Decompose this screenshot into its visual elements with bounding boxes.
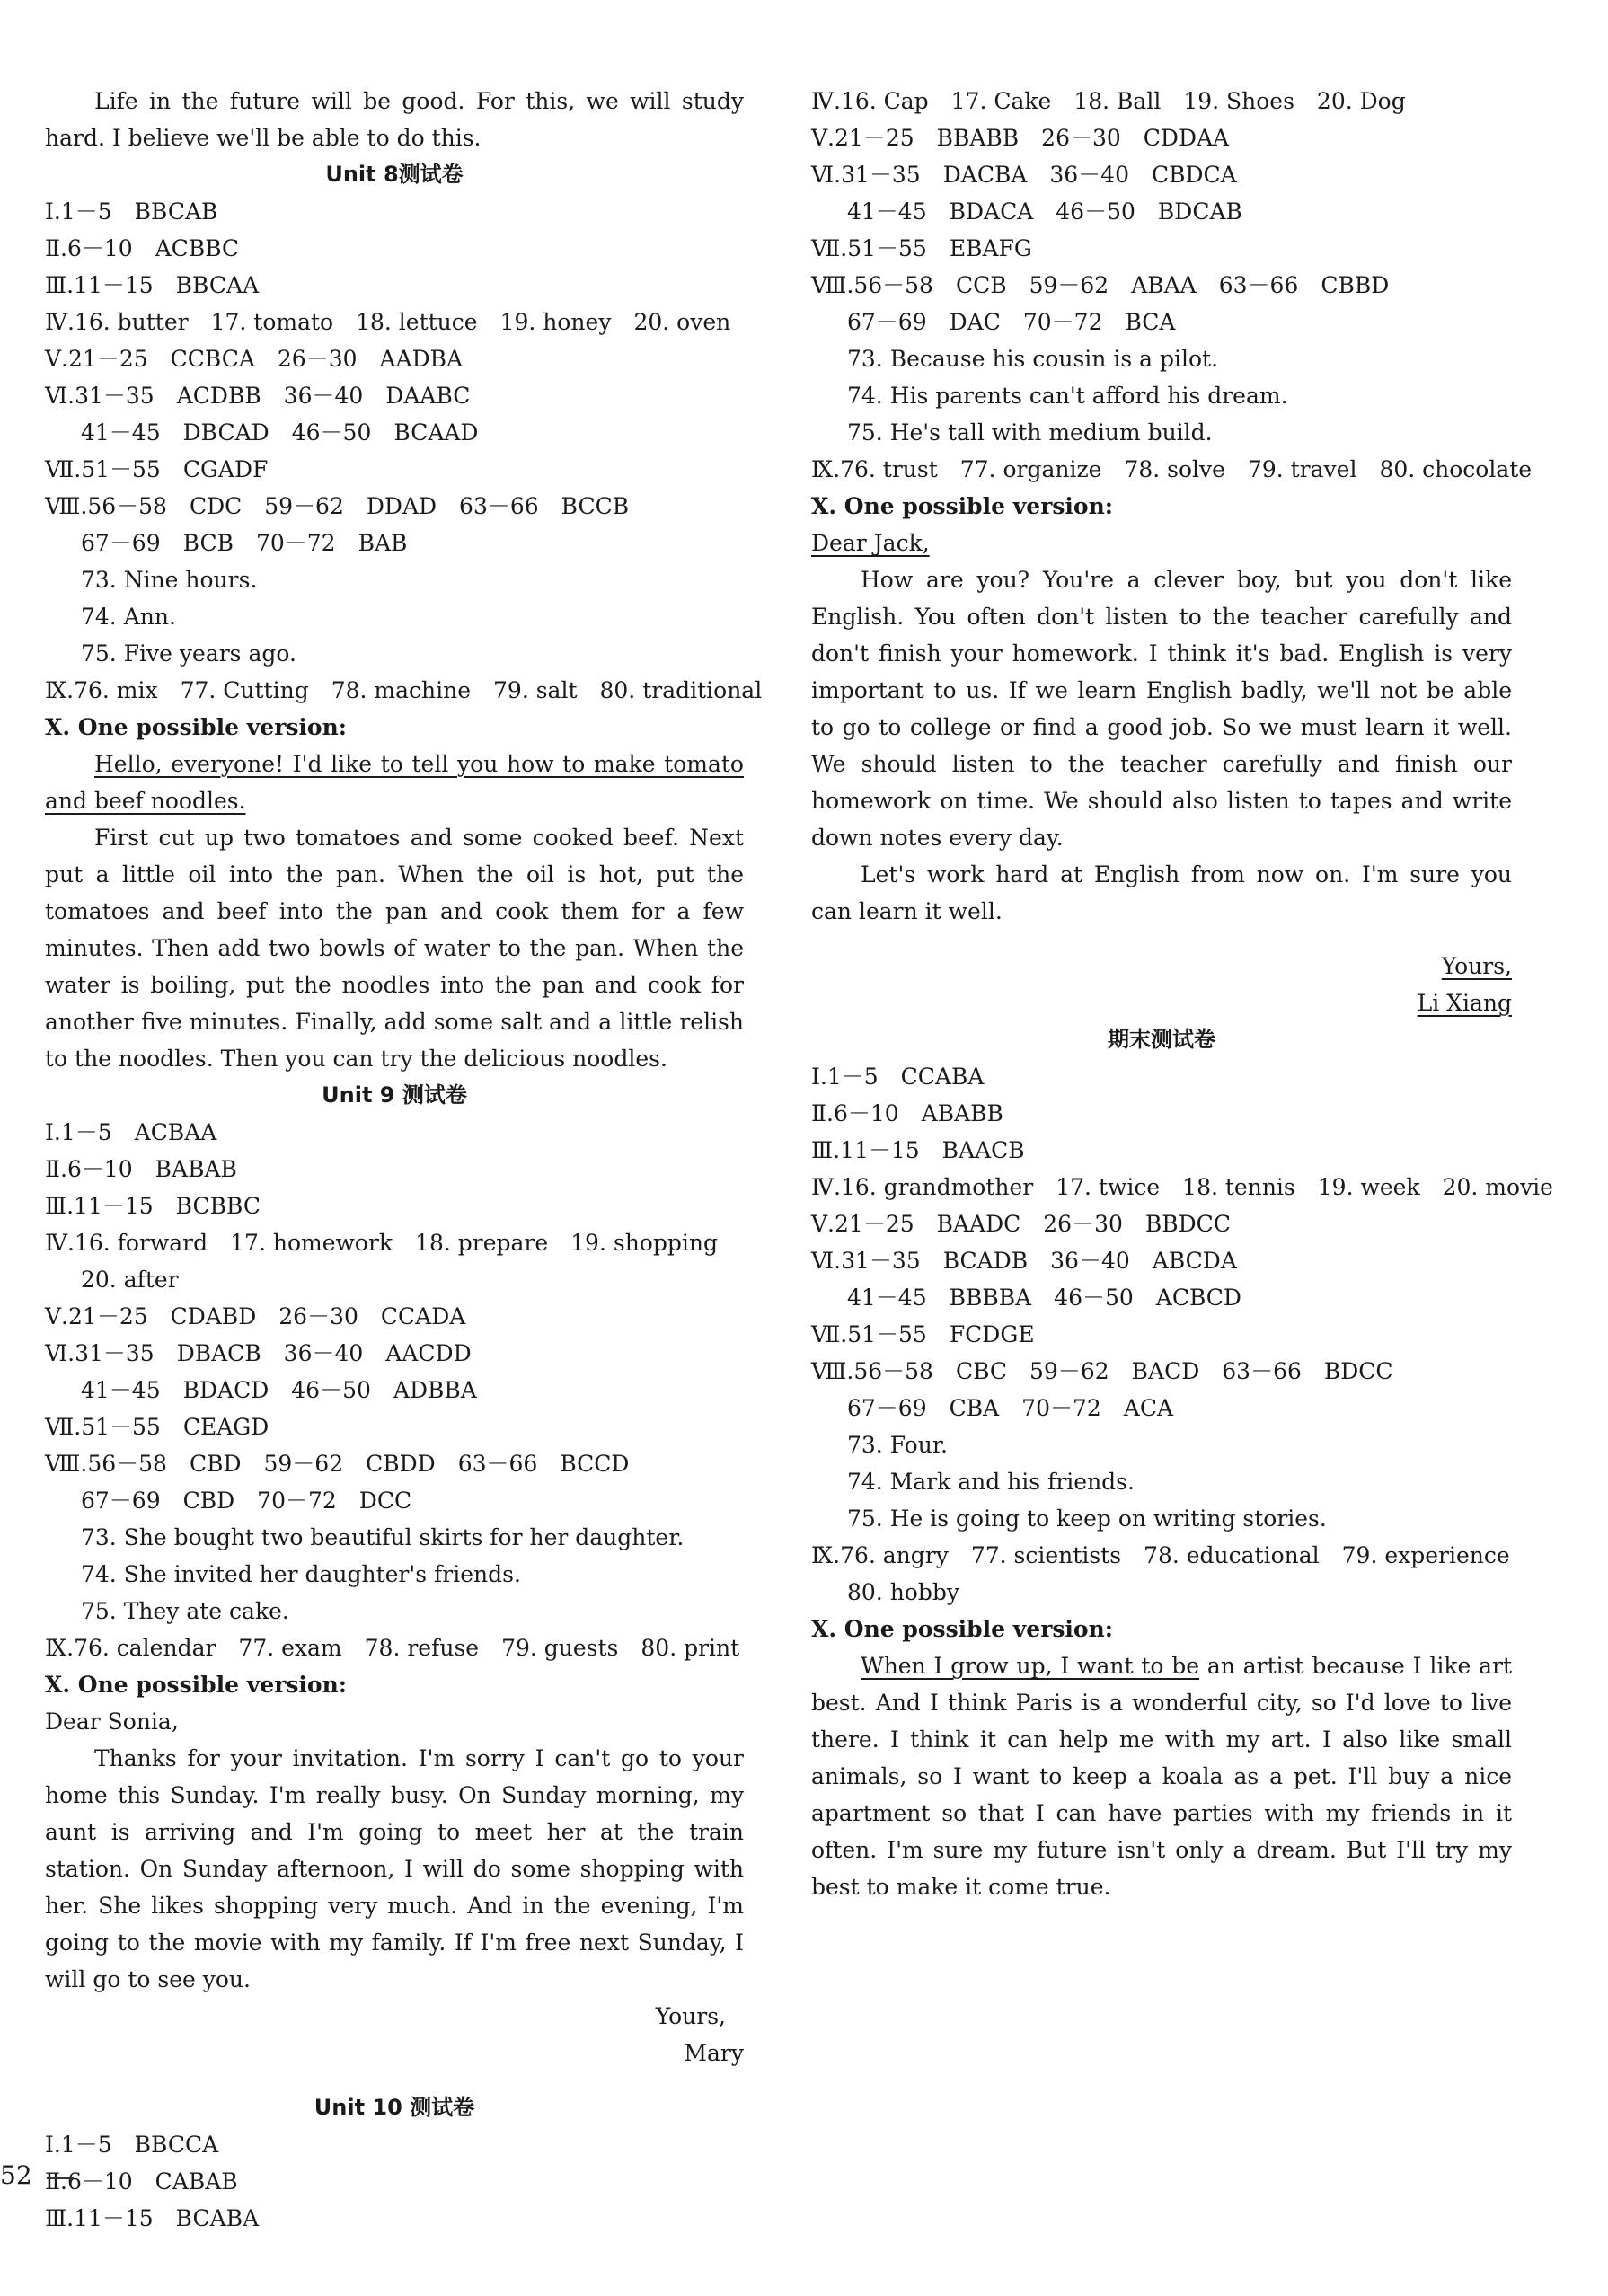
letter-body: Thanks for your invitation. I'm sorry I can't go to your home this Sunday. I'm really busy. On Sunday morning, my aunt is arriving and I'm going to meet her at the train station. On Sunday afternoon, I will do some shopping with her. She likes shopping very much. And in the evening, I'm going to the movie with my family. If I'm free next Sunday, I will go to see you. — [45, 1745, 744, 1992]
essay-intro — [45, 746, 744, 819]
answer-line: Ⅶ.51－55 EBAFG — [811, 235, 1032, 261]
intro-paragraph: Life in the future will be good. For this, we will study hard. I believe we'll be able to do this. — [45, 88, 744, 151]
answer-line: 67－69 CBD 70－72 DCC — [81, 1488, 412, 1514]
version-label: Ⅹ. One possible version: — [45, 1672, 348, 1698]
letter-body: How are you? You're a clever boy, but you don't like English. You often don't listen to the teacher carefully and don't finish your homework. I think it's bad. English is very important to us. If we learn English badly, we'll not be able to go to college or find a good job. So we must learn it well. We should listen to the teacher carefully and finish our homework on time. We should also listen to tapes and write down notes every day. — [811, 567, 1512, 851]
page-number: 52 — [0, 2160, 32, 2190]
answer-line: Ⅲ.11－15 BCBBC — [45, 1193, 261, 1219]
left-column — [45, 83, 763, 2237]
version-label: Ⅹ. One possible version: — [811, 1616, 1114, 1642]
answer-line: 41－45 DBCAD 46－50 BCAAD — [81, 419, 479, 446]
letter-greeting: Dear Sonia, — [45, 1709, 179, 1735]
letter-greeting — [811, 525, 1512, 561]
answer-line: Ⅰ.1－5 CCABA — [811, 1064, 985, 1090]
answer-line: 74. His parents can't afford his dream. — [847, 383, 1288, 409]
answer-line: 67－69 BCB 70－72 BAB — [81, 530, 408, 556]
answer-line: Ⅱ.6－10 BABAB — [45, 1156, 237, 1182]
answer-line: 73. Because his cousin is a pilot. — [847, 346, 1219, 372]
page-number-dash — [47, 2177, 74, 2179]
answer-line: Ⅰ.1－5 BBCAB — [45, 199, 218, 225]
answer-line: 41－45 BDACD 46－50 ADBBA — [81, 1377, 477, 1403]
answer-line: Ⅴ.21－25 BAADC 26－30 BBDCC — [811, 1211, 1231, 1237]
letter-signature: Mary — [684, 2040, 744, 2066]
answer-line: Ⅵ.31－35 ACDBB 36－40 DAABC — [45, 383, 471, 409]
answer-line: Ⅴ.21－25 CDABD 26－30 CCADA — [45, 1303, 466, 1329]
answer-line: Ⅷ.56－58 CBD 59－62 CBDD 63－66 BCCD — [45, 1451, 630, 1477]
letter-closing: Yours, — [655, 2003, 726, 2029]
answer-line: Ⅳ.16. Cap 17. Cake 18. Ball 19. Shoes 20. Dog — [811, 88, 1406, 114]
final-exam-title: 期末测试卷 — [1108, 1027, 1215, 1052]
answer-line: Ⅷ.56－58 CBC 59－62 BACD 63－66 BDCC — [811, 1358, 1393, 1384]
answer-line: Ⅲ.11－15 BBCAA — [45, 272, 260, 298]
underlined-text: Yours, — [1441, 953, 1512, 979]
letter-closing — [811, 948, 1512, 985]
answer-line: 73. Nine hours. — [81, 567, 258, 593]
answer-line: 74. Ann. — [81, 604, 176, 630]
answer-line: Ⅸ.76. angry 77. scientists 78. educational 79. experience — [811, 1542, 1510, 1568]
answer-line: Ⅷ.56－58 CCB 59－62 ABAA 63－66 CBBD — [811, 272, 1390, 298]
underlined-text: Li Xiang — [1417, 990, 1512, 1016]
letter-signature — [811, 985, 1512, 1021]
answer-line: Ⅰ.1－5 ACBAA — [45, 1119, 217, 1145]
answer-line: Ⅱ.6－10 CABAB — [45, 2168, 238, 2194]
answer-line: 74. Mark and his friends. — [847, 1469, 1135, 1495]
essay-text: an artist because I like art best. And I think Paris is a wonderful city, so I'd love to live there. I think it can help me with my art. I also like small animals, so I want to keep a koala as a pet. I'll buy a nice apartment so that I can have parties with my friends in it often. I'm sure my future isn't only a dream. But I'll try my best to make it come true. — [811, 1653, 1512, 1900]
answer-line: 75. He is going to keep on writing stories. — [847, 1506, 1327, 1532]
answer-line: 75. He's tall with medium build. — [847, 419, 1213, 446]
unit9-title: Unit 9 测试卷 — [322, 1082, 467, 1108]
right-column — [811, 83, 1553, 1905]
answer-line: Ⅲ.11－15 BCABA — [45, 2205, 260, 2231]
answer-line: 73. Four. — [847, 1432, 948, 1458]
version-label: Ⅹ. One possible version: — [45, 714, 348, 740]
answer-line: Ⅵ.31－35 BCADB 36－40 ABCDA — [811, 1248, 1237, 1274]
answer-line: 67－69 DAC 70－72 BCA — [847, 309, 1176, 335]
answer-line: 73. She bought two beautiful skirts for her daughter. — [81, 1524, 685, 1550]
answer-line: Ⅸ.76. mix 77. Cutting 78. machine 79. salt 80. traditional — [45, 677, 763, 703]
unit8-title: Unit 8测试卷 — [325, 162, 464, 187]
underlined-text: When I grow up, I want to be — [861, 1653, 1200, 1679]
essay-body: First cut up two tomatoes and some cooked beef. Next put a little oil into the pan. When the oil is hot, put the tomatoes and beef into the pan and cook them for a few minutes. Then add two bowls of water to the pan. When the water is boiling, put the noodles into the pan and cook for another five minutes. Finally, add some salt and a little relish to the noodles. Then you can try the delicious noodles. — [45, 825, 744, 1072]
answer-line: Ⅶ.51－55 CGADF — [45, 456, 269, 482]
answer-line: 74. She invited her daughter's friends. — [81, 1561, 521, 1587]
answer-line: 67－69 CBA 70－72 ACA — [847, 1395, 1174, 1421]
answer-line: Ⅴ.21－25 CCBCA 26－30 AADBA — [45, 346, 464, 372]
answer-line: Ⅵ.31－35 DACBA 36－40 CBDCA — [811, 162, 1237, 188]
answer-line: 75. They ate cake. — [81, 1598, 289, 1624]
answer-line: Ⅴ.21－25 BBABB 26－30 CDDAA — [811, 125, 1230, 151]
answer-line: Ⅸ.76. calendar 77. exam 78. refuse 79. guests 80. print — [45, 1635, 740, 1661]
letter-body: Let's work hard at English from now on. I'm sure you can learn it well. — [811, 861, 1512, 924]
answer-line: Ⅰ.1－5 BBCCA — [45, 2132, 219, 2158]
answer-line: Ⅵ.31－35 DBACB 36－40 AACDD — [45, 1340, 472, 1366]
answer-line: 41－45 BBBBA 46－50 ACBCD — [847, 1285, 1241, 1311]
underlined-text: Hello, everyone! I'd like to tell you how to make tomato and beef noodles. — [45, 751, 744, 814]
essay-body — [811, 1647, 1512, 1905]
answer-line: 80. hobby — [847, 1579, 959, 1605]
answer-line: Ⅳ.16. grandmother 17. twice 18. tennis 19. week 20. movie — [811, 1174, 1553, 1200]
answer-line: Ⅳ.16. butter 17. tomato 18. lettuce 19. honey 20. oven — [45, 309, 731, 335]
underlined-text: Dear Jack, — [811, 530, 930, 556]
version-label: Ⅹ. One possible version: — [811, 493, 1114, 519]
answer-line: Ⅱ.6－10 ABABB — [811, 1100, 1003, 1126]
answer-line: Ⅶ.51－55 FCDGE — [811, 1321, 1035, 1347]
answer-line: Ⅳ.16. forward 17. homework 18. prepare 19. shopping — [45, 1230, 718, 1256]
answer-line: 20. after — [81, 1267, 179, 1293]
answer-line: Ⅲ.11－15 BAACB — [811, 1137, 1025, 1163]
answer-line: Ⅶ.51－55 CEAGD — [45, 1414, 269, 1440]
answer-line: 75. Five years ago. — [81, 640, 296, 667]
answer-line: 41－45 BDACA 46－50 BDCAB — [847, 199, 1242, 225]
answer-line: Ⅸ.76. trust 77. organize 78. solve 79. travel 80. chocolate — [811, 456, 1533, 482]
answer-line: Ⅷ.56－58 CDC 59－62 DDAD 63－66 BCCB — [45, 493, 630, 519]
unit10-title: Unit 10 测试卷 — [314, 2095, 475, 2120]
answer-line: Ⅱ.6－10 ACBBC — [45, 235, 240, 261]
